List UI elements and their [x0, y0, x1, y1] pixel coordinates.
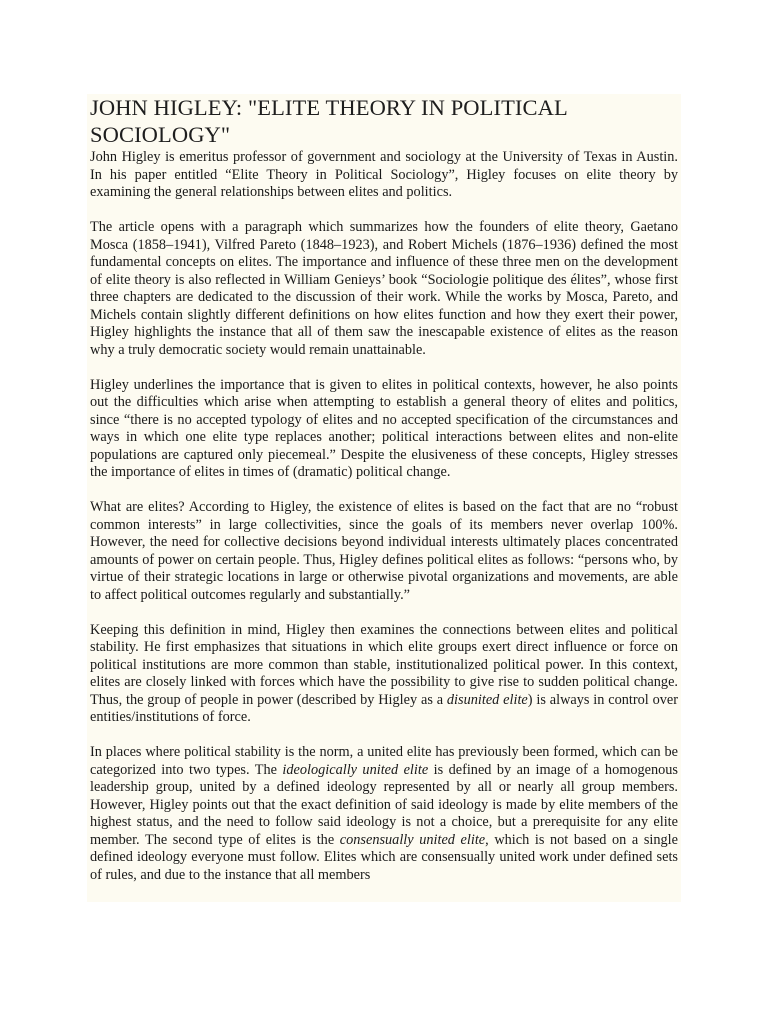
- italic-term-disunited-elite: disunited elite: [446, 691, 528, 708]
- italic-term-consensually-united-elite: consensually united elite: [339, 831, 486, 848]
- italic-term-ideologically-united-elite: ideologically united elite: [282, 761, 429, 778]
- text-run: What are elites? According to Higley, the existence of elites is based on the fact that are no “robust common interests” in large collectivities, since the goals of its members never overlap 100%. However, the need for collective decisions beyond individual interests ultimately places concentrated amounts of power on certain people. Thus, Higley defines political elites as follows: “persons who, by virtue of their strategic locations in large or otherwise pivotal organizations and movements, are able to affect political outcomes regularly and substantially.”: [90, 499, 678, 603]
- text-run: Higley underlines the importance that is given to elites in political contexts, however, he also points out the difficulties which arise when attempting to establish a general theory of elites and politics, since “there is no accepted typology of elites and no accepted specification of the circumstances and ways in which one elite type replaces another; political interactions between elites and non-elite populations are captured only piecemeal.” Despite the elusiveness of these concepts, Higley stresses the importance of elites in times of (dramatic) political change.: [90, 376, 678, 480]
- text-run: In places where political stability is the norm, a united elite has previously been formed, which can be categorized into two types. The: [90, 744, 678, 778]
- text-run: John Higley is emeritus professor of government and sociology at the University of Texas in Austin. In his paper entitled “Elite Theory in Political Sociology”, Higley focuses on elite theory by examining the general relationships between elites and politics.: [90, 149, 678, 200]
- paragraph: [90, 622, 678, 727]
- article-title: JOHN HIGLEY: "ELITE THEORY IN POLITICAL SOCIOLOGY": [90, 95, 567, 147]
- text-run: is defined by an image of a homogenous leadership group, united by a defined ideology represented by all or nearly all group members. However, Higley points out that the exact definition of said ideology is made by elite members of the highest status, and the need to follow said ideology is not a choice, but a prerequisite for any elite member. The second type of elites is the: [90, 761, 678, 848]
- text-run: ) is always in control over entities/institutions of force.: [90, 691, 678, 725]
- article-body: [87, 94, 681, 902]
- paragraph: [90, 744, 678, 884]
- paragraph: [90, 219, 678, 359]
- text-run: Keeping this definition in mind, Higley then examines the connections between elites and political stability. He first emphasizes that situations in which elite groups exert direct influence or force on political institutions are more common than stable, institutionalized political power. In this context, elites are closely linked with forces which have the possibility to give rise to sudden political change. Thus, the group of people in power (described by Higley as a: [90, 621, 678, 708]
- text-run: , which is not based on a single defined ideology everyone must follow. Elites which are consensually united work under defined sets of rules, and due to the instance that all members: [90, 831, 678, 883]
- paragraph: [90, 377, 678, 482]
- paragraph: [90, 149, 678, 202]
- paragraph: [90, 499, 678, 604]
- text-run: The article opens with a paragraph which summarizes how the founders of elite theory, Gaetano Mosca (1858–1941), Vilfred Pareto (1848–1923), and Robert Michels (1876–1936) defined the most fundamental concepts on elites. The importance and influence of these three men on the development of elite theory is also reflected in William Genieys’ book “Sociologie politique des élites”, whose first three chapters are dedicated to the discussion of their work. While the works by Mosca, Pareto, and Michels contain slightly different definitions on how elites function and how they exert their power, Higley highlights the instance that all of them saw the inescapable existence of elites as the reason why a truly democratic society would remain unattainable.: [90, 219, 678, 358]
